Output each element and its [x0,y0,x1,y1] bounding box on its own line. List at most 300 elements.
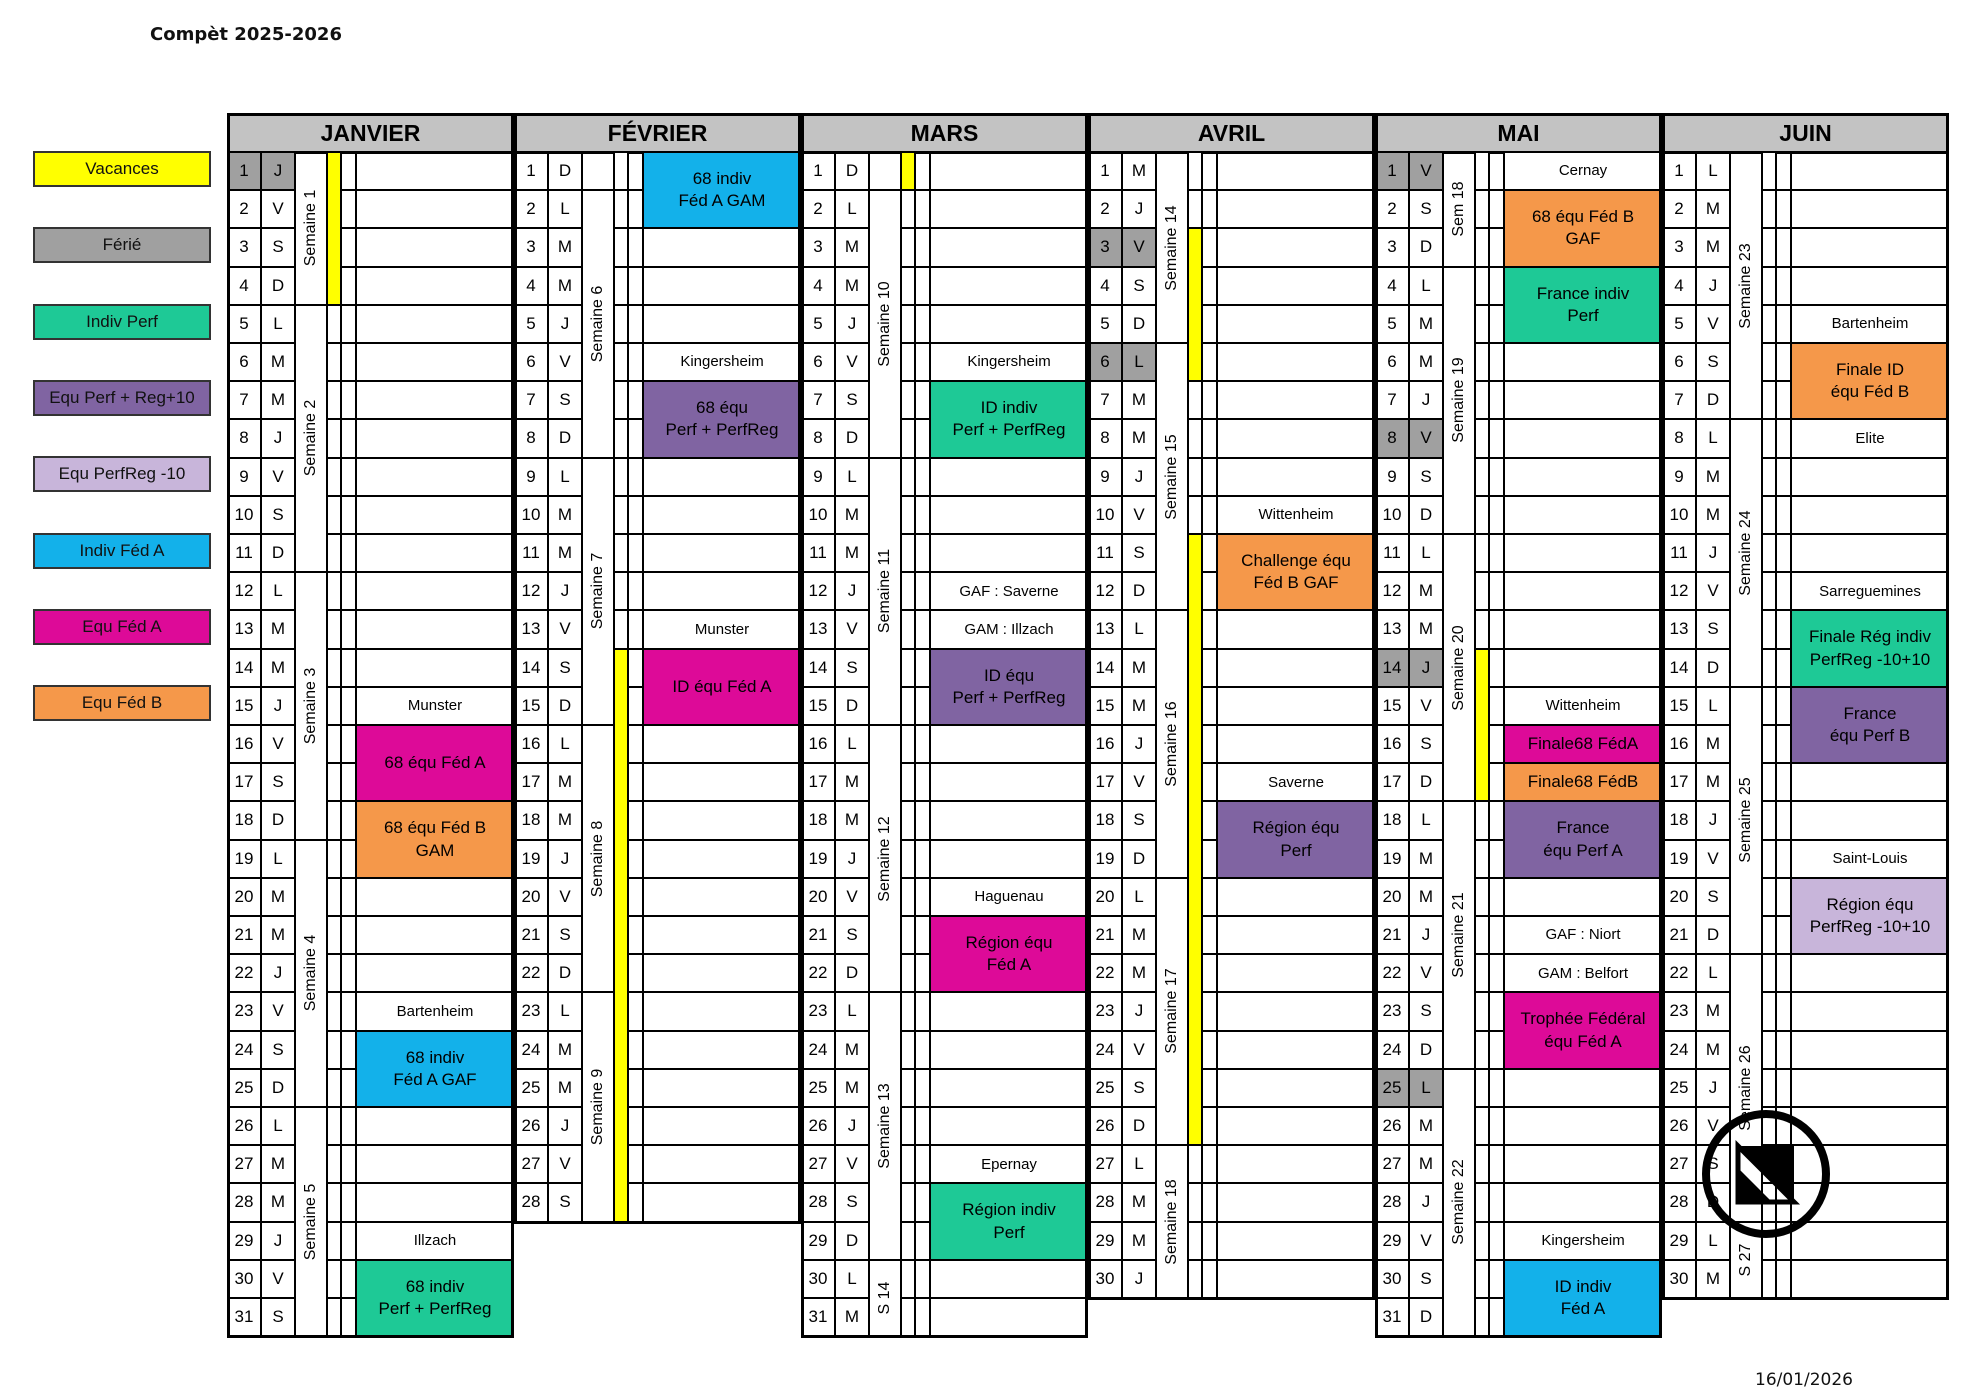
separator-cell [628,687,643,725]
day-number: 26 [1088,1107,1122,1145]
event-indiv-fed-a: ID indiv Féd A [1504,1260,1662,1336]
weekday-letter: S [261,763,295,801]
separator-cell [915,801,930,839]
event-slot [356,916,514,954]
weekday-letter: D [1696,381,1730,419]
separator-cell [915,1222,930,1260]
weekday-letter: L [1696,954,1730,992]
separator-cell [341,610,356,648]
day-number: 23 [1375,992,1409,1030]
event-slot [356,381,514,419]
separator-cell [1489,1107,1504,1145]
day-number: 21 [227,916,261,954]
day-number: 3 [1088,228,1122,266]
weekday-letter: M [1122,649,1156,687]
day-number: 26 [1375,1107,1409,1145]
event-slot [1504,534,1662,572]
day-number: 12 [1662,572,1696,610]
event-equ-fed-a: ID équ Féd A [643,649,801,725]
vacation-cell [1475,878,1489,916]
separator-cell [628,1145,643,1183]
event-place: Cernay [1504,152,1662,190]
day-number: 11 [1375,534,1409,572]
event-slot [1217,190,1375,228]
weekday-letter: M [548,228,582,266]
event-slot [643,1069,801,1107]
event-slot [930,152,1088,190]
day-number: 4 [1375,267,1409,305]
vacation-cell [901,1298,915,1336]
week-label: Semaine 11 [876,549,893,634]
separator-cell [915,687,930,725]
weekday-letter: L [261,572,295,610]
day-number: 28 [1088,1183,1122,1221]
vacation-cell [1762,916,1776,954]
weekday-letter: S [261,228,295,266]
weekday-letter: M [1122,916,1156,954]
week-label: Semaine 10 [876,281,893,367]
day-number: 23 [1088,992,1122,1030]
print-date: 16/01/2026 [1755,1370,1853,1390]
week-column [1730,687,1762,954]
weekday-letter: M [1122,954,1156,992]
weekday-letter: L [835,1260,869,1298]
day-number: 16 [801,725,835,763]
weekday-letter: M [548,763,582,801]
event-indiv-perf: Finale Rég indiv PerfReg -10+10 [1791,610,1949,686]
separator-cell [915,840,930,878]
weekday-letter: V [1696,1107,1730,1145]
separator-cell [915,305,930,343]
separator-cell [1202,190,1217,228]
separator-cell [915,1260,930,1298]
weekday-letter: L [1122,343,1156,381]
day-number: 30 [1088,1260,1122,1298]
day-number: 17 [1662,763,1696,801]
week-column [869,152,901,190]
separator-cell [1776,305,1791,343]
week-column [1156,1145,1188,1298]
week-label: Semaine 25 [1737,777,1754,864]
vacation-cell [1188,1145,1202,1183]
event-equ-fed-b: 68 équ Féd B GAM [356,801,514,877]
club-logo-icon [1700,1108,1832,1240]
weekday-letter: V [1409,687,1443,725]
event-slot [1791,992,1949,1030]
day-number: 26 [801,1107,835,1145]
weekday-letter: M [261,916,295,954]
day-number: 11 [514,534,548,572]
weekday-letter: J [835,1107,869,1145]
day-number: 28 [227,1183,261,1221]
separator-cell [1489,725,1504,763]
weekday-letter: M [835,267,869,305]
weekday-letter: M [261,649,295,687]
vacation-cell [614,305,628,343]
weekday-letter: L [1122,610,1156,648]
month-header: AVRIL [1088,113,1375,154]
event-slot [356,954,514,992]
day-number: 3 [1375,228,1409,266]
event-slot [1217,152,1375,190]
event-slot [1217,1031,1375,1069]
event-slot [1504,649,1662,687]
vacation-cell [327,534,341,572]
event-slot [356,572,514,610]
weekday-letter: D [1696,1183,1730,1221]
day-number: 4 [801,267,835,305]
event-equ-perf-reg10: 68 équ Perf + PerfReg [643,381,801,457]
weekday-letter: S [835,381,869,419]
week-column [295,152,327,305]
vacation-cell [901,190,915,228]
vacation-cell [1475,381,1489,419]
day-number: 22 [1088,954,1122,992]
weekday-letter: L [548,458,582,496]
week-label: Semaine 6 [589,285,606,363]
day-number: 11 [1662,534,1696,572]
event-slot [356,458,514,496]
vacation-cell [901,458,915,496]
event-place: Munster [356,687,514,725]
weekday-letter: L [1122,1145,1156,1183]
separator-cell [1202,801,1217,839]
separator-cell [628,267,643,305]
day-number: 28 [1662,1183,1696,1221]
event-slot [1217,1145,1375,1183]
day-number: 25 [801,1069,835,1107]
separator-cell [341,1298,356,1336]
vacation-cell [1188,152,1202,190]
weekday-letter: S [1696,878,1730,916]
event-slot [1791,496,1949,534]
weekday-letter: M [261,1145,295,1183]
separator-cell [1776,458,1791,496]
weekday-letter: D [1122,840,1156,878]
day-number: 13 [1088,610,1122,648]
day-number: 7 [227,381,261,419]
separator-cell [915,267,930,305]
day-number: 28 [801,1183,835,1221]
vacation-cell [901,1183,915,1221]
week-column [1443,152,1475,267]
vacation-cell [901,305,915,343]
vacation-cell [1475,1260,1489,1298]
day-number: 14 [801,649,835,687]
day-number: 13 [227,610,261,648]
month-header: FÉVRIER [514,113,801,154]
day-number: 16 [1375,725,1409,763]
event-slot [643,840,801,878]
separator-cell [628,954,643,992]
weekday-letter: V [1696,840,1730,878]
weekday-letter: D [835,954,869,992]
event-slot [1217,1222,1375,1260]
event-slot [930,1298,1088,1336]
vacation-bar [614,649,628,1222]
separator-cell [1202,687,1217,725]
weekday-letter: L [1409,801,1443,839]
day-number: 2 [514,190,548,228]
vacation-cell [1762,305,1776,343]
weekday-letter: S [1696,610,1730,648]
day-number: 26 [227,1107,261,1145]
week-label: Semaine 13 [876,1083,893,1169]
vacation-cell [901,725,915,763]
event-equ-fed-a: Finale68 FédA [1504,725,1662,763]
day-number: 6 [1662,343,1696,381]
week-column [1730,152,1762,419]
weekday-letter: J [548,840,582,878]
weekday-letter: M [261,610,295,648]
day-number: 28 [514,1183,548,1221]
event-slot [930,496,1088,534]
vacation-cell [1762,419,1776,457]
event-slot [1217,228,1375,266]
separator-cell [1776,190,1791,228]
weekday-letter: M [1409,878,1443,916]
weekday-letter: M [835,496,869,534]
vacation-cell [327,1183,341,1221]
day-number: 2 [801,190,835,228]
vacation-cell [1475,419,1489,457]
day-number: 14 [1375,649,1409,687]
separator-cell [915,610,930,648]
vacation-cell [1475,305,1489,343]
page-title: Compèt 2025-2026 [150,24,342,45]
week-label: Semaine 21 [1450,892,1467,978]
day-number: 11 [1088,534,1122,572]
day-number: 4 [514,267,548,305]
day-number: 6 [1375,343,1409,381]
weekday-letter: L [835,458,869,496]
vacation-cell [614,458,628,496]
separator-cell [915,381,930,419]
vacation-cell [1475,954,1489,992]
event-equ-perf-reg10: ID équ Perf + PerfReg [930,649,1088,725]
month-header: MAI [1375,113,1662,154]
weekday-letter: J [1696,267,1730,305]
day-number: 3 [1662,228,1696,266]
day-number: 24 [514,1031,548,1069]
day-number: 9 [1662,458,1696,496]
separator-cell [1489,1145,1504,1183]
separator-cell [915,916,930,954]
week-column [1443,801,1475,1068]
weekday-letter: D [1122,305,1156,343]
event-slot [1217,916,1375,954]
separator-cell [1489,381,1504,419]
week-column [295,1107,327,1336]
weekday-letter: J [1409,381,1443,419]
day-number: 11 [801,534,835,572]
separator-cell [915,1145,930,1183]
weekday-letter: S [548,649,582,687]
weekday-letter: V [261,725,295,763]
separator-cell [628,763,643,801]
day-number: 16 [227,725,261,763]
separator-cell [1202,954,1217,992]
weekday-letter: M [1696,228,1730,266]
day-number: 18 [1375,801,1409,839]
day-number: 27 [1088,1145,1122,1183]
event-slot [930,458,1088,496]
day-number: 22 [801,954,835,992]
day-number: 4 [227,267,261,305]
vacation-cell [901,916,915,954]
weekday-letter: S [1409,992,1443,1030]
week-label: Semaine 20 [1450,624,1467,711]
weekday-letter: V [548,343,582,381]
day-number: 4 [1662,267,1696,305]
weekday-letter: M [261,1183,295,1221]
event-indiv-fed-a: 68 indiv Féd A GAM [643,152,801,228]
day-number: 5 [801,305,835,343]
weekday-letter: L [1696,419,1730,457]
day-number: 30 [1662,1260,1696,1298]
day-number: 5 [227,305,261,343]
weekday-letter: S [1122,267,1156,305]
separator-cell [1202,763,1217,801]
day-number: 5 [1088,305,1122,343]
weekday-letter: L [835,190,869,228]
day-number: 15 [1375,687,1409,725]
vacation-cell [1762,649,1776,687]
weekday-letter: J [1122,725,1156,763]
day-number: 15 [227,687,261,725]
vacation-cell [1762,610,1776,648]
weekday-letter: J [261,687,295,725]
vacation-cell [327,992,341,1030]
week-label: Semaine 17 [1163,968,1180,1055]
day-number: 27 [227,1145,261,1183]
day-number: 5 [1662,305,1696,343]
weekday-letter: M [1409,343,1443,381]
day-number: 2 [1375,190,1409,228]
weekday-letter: S [261,1298,295,1336]
separator-cell [915,496,930,534]
separator-cell [1776,572,1791,610]
weekday-letter: L [1696,152,1730,190]
event-slot [643,954,801,992]
weekday-letter: D [548,152,582,190]
separator-cell [915,190,930,228]
event-place: Saverne [1217,763,1375,801]
vacation-cell [1475,610,1489,648]
separator-cell [1489,1183,1504,1221]
separator-cell [1202,1031,1217,1069]
weekday-letter: L [1696,687,1730,725]
weekday-letter: M [548,267,582,305]
event-slot [1504,496,1662,534]
event-place: Wittenheim [1504,687,1662,725]
weekday-letter: M [548,534,582,572]
vacation-cell [614,534,628,572]
weekday-letter: D [1122,572,1156,610]
day-number: 18 [801,801,835,839]
vacation-cell [901,1031,915,1069]
vacation-cell [901,267,915,305]
separator-cell [915,458,930,496]
day-number: 29 [801,1222,835,1260]
separator-cell [915,763,930,801]
event-slot [356,1183,514,1221]
separator-cell [1776,1069,1791,1107]
day-number: 7 [1088,381,1122,419]
day-number: 8 [1662,419,1696,457]
weekday-letter: V [1696,572,1730,610]
vacation-cell [1762,496,1776,534]
separator-cell [915,649,930,687]
weekday-letter: M [1122,1222,1156,1260]
week-column [582,152,614,190]
vacation-cell [1762,763,1776,801]
day-number: 23 [514,992,548,1030]
legend-item: Equ Féd B [33,685,211,721]
vacation-cell [1475,916,1489,954]
event-equ-fed-b: Finale ID équ Féd B [1791,343,1949,419]
separator-cell [1776,534,1791,572]
weekday-letter: V [835,343,869,381]
event-slot [930,763,1088,801]
separator-cell [628,381,643,419]
separator-cell [341,458,356,496]
vacation-cell [614,381,628,419]
weekday-letter: M [1696,763,1730,801]
weekday-letter: M [835,1069,869,1107]
event-slot [930,228,1088,266]
event-slot [1217,954,1375,992]
weekday-letter: L [835,992,869,1030]
day-number: 10 [1662,496,1696,534]
separator-cell [1202,343,1217,381]
day-number: 20 [514,878,548,916]
day-number: 5 [1375,305,1409,343]
separator-cell [1776,419,1791,457]
separator-cell [628,190,643,228]
event-slot [1217,1107,1375,1145]
event-place: Sarreguemines [1791,572,1949,610]
weekday-letter: S [1409,190,1443,228]
day-number: 16 [1662,725,1696,763]
event-place: Saint-Louis [1791,840,1949,878]
weekday-letter: L [548,190,582,228]
weekday-letter: J [1696,801,1730,839]
event-slot [356,305,514,343]
separator-cell [628,419,643,457]
event-equ-fed-a: 68 équ Féd A [356,725,514,801]
weekday-letter: D [261,267,295,305]
event-slot [356,152,514,190]
weekday-letter: M [1409,840,1443,878]
event-slot [1791,801,1949,839]
month-header: JUIN [1662,113,1949,154]
weekday-letter: J [1696,534,1730,572]
weekday-letter: V [1409,152,1443,190]
day-number: 1 [801,152,835,190]
event-slot [356,228,514,266]
vacation-cell [1188,496,1202,534]
event-place: Bartenheim [1791,305,1949,343]
separator-cell [1489,419,1504,457]
weekday-letter: J [261,419,295,457]
weekday-letter: L [261,305,295,343]
day-number: 19 [514,840,548,878]
event-slot [643,878,801,916]
day-number: 18 [514,801,548,839]
event-place: Illzach [356,1222,514,1260]
week-label: Semaine 2 [302,400,319,477]
